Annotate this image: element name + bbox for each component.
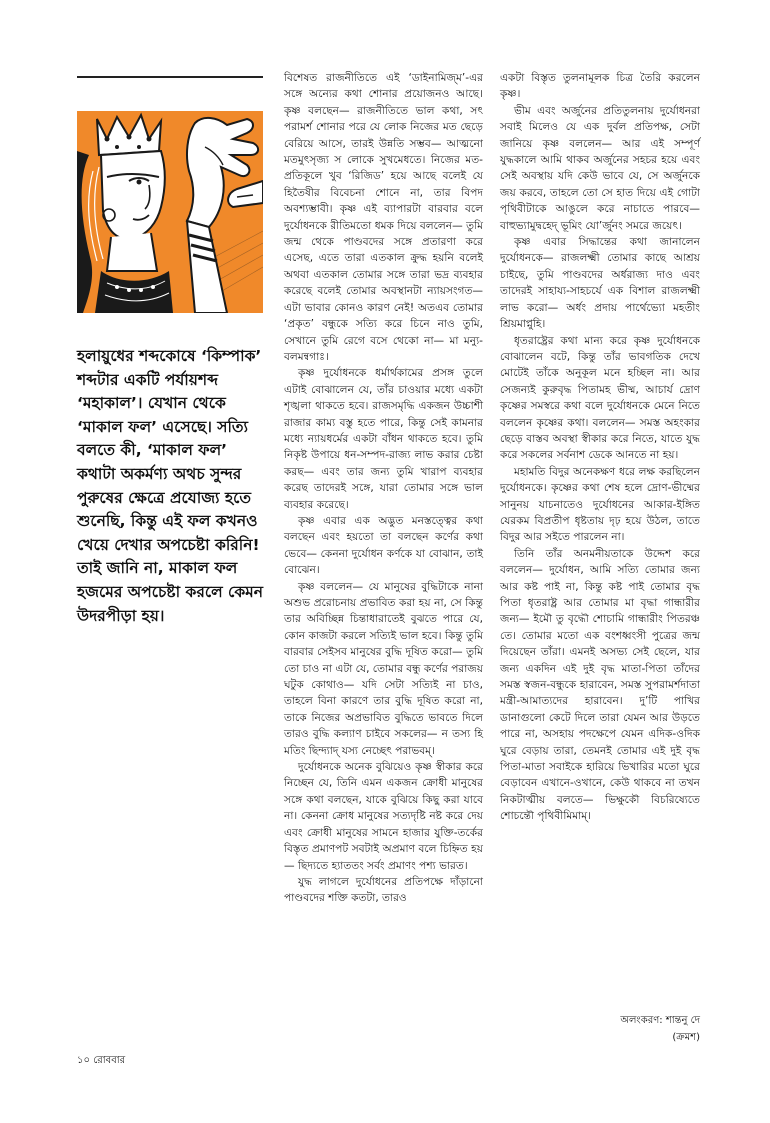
paragraph: বিশেষত রাজনীতিতে এই ‘ডাইনামিজ্‌ম’-এর সঙ্গে অন্যের কথা শোনার প্রয়োজনও আছে। কৃষ্ণ বলছেন— রাজনীতিতে ভাল কথা, সৎ পরামর্শ শোনার পরে যে লোক নিজের মত ছেড়ে বেরিয়ে আসে, তারই উন্নতি সম্ভব— আত্মনো মতমুৎসৃজ্য স লোকে সুখমেধতে। নিজের মত-প্রতিকূলে খুব ‘রিজিড’ হয়ে আছে বলেই যে হিতৈষীর বিবেচনা শোনে না, তার বিপদ অবশ্যম্ভাবী। কৃষ্ণ এই ব্যাপারটা বারবার বলে দুর্যোধনকে রীতিমতো ধমক দিয়ে বললেন— তুমি জন্ম থেকে পাণ্ডবদের সঙ্গে প্রতারণা করে এসেছ, এতে তারা এতকাল ক্রুদ্ধ হয়নি বলেই অথবা এতকাল তোমার সঙ্গে তারা ভদ্র ব্যবহার করেছে বলেই তোমার অবস্থানটা ন্যায়সংগত— এটা ভাবার কোনও কারণ নেই! অতএব তোমার ‘প্রকৃত’ বন্ধুকে সত্যি করে চিনে নাও তুমি, সেখানে তুমি রেগে বসে থেকো না— মা মন্যু-বলমন্বগাঃ। xyxy=(284,72,483,363)
header-rule xyxy=(77,76,263,78)
illustrator-credit: অলংকরণ: শান্তনু দে xyxy=(620,1015,700,1026)
illustration-credit xyxy=(620,1012,700,1046)
paragraph: যুদ্ধ লাগলে দুর্যোধনের প্রতিপক্ষে দাঁড়ানো পাণ্ডবদের শক্তি কতটা, তারও xyxy=(284,875,483,905)
paragraph: একটা বিস্তৃত তুলনামূলক চিত্র তৈরি করলেন কৃষ্ণ। xyxy=(500,72,700,101)
paragraph: কৃষ্ণ বললেন— যে মানুষের বুদ্ধিটাকে নানা অশুভ প্ররোচনায় প্রভাবিত করা হয় না, সে কিন্তু তার অবিচ্ছিন্ন চিন্তাধারাতেই বুঝতে পারে যে, কোন কাজটা করলে সত্যিই ভাল হবে। কিন্তু তুমি বারবার সেইসব মানুষের বুদ্ধি দূষিত করো— তুমি তো চাও না এটা যে, তোমার বন্ধু কর্ণের পরাজয় ঘটুক কোথাও— যদি সেটা সত্যিই না চাও, তাহলে বিনা কারণে তার বুদ্ধি দূষিত করো না, তাকে নিজের অপ্রভাবিত বুদ্ধিতে ভাবতে দিলে তারও বুদ্ধি কল্যাণ চাইবে সকলের— ন তস্য হি মতিং ছিন্দ্যাদ্‌ যস্য নেচ্ছেৎ পরাভবম্‌। xyxy=(284,580,484,757)
section-name: রোববার xyxy=(93,1055,126,1066)
paragraph: কৃষ্ণ এবার এক অদ্ভুত মনস্তত্ত্বের কথা বলছেন এবং হয়তো তা বলছেন কর্ণের কথা ভেবে— কেননা দুর্যোধন কর্ণকে যা বোঝান, তাই বোঝেন। xyxy=(284,514,483,577)
page-footer xyxy=(77,1053,125,1070)
paragraph: তিনি তাঁর অনমনীয়তাকে উদ্দেশ করে বললেন— দুর্যোধন, আমি সত্যি তোমার জন্য আর কষ্ট পাই না, কিন্তু কষ্ট পাই তোমার বৃদ্ধ পিতা ধৃতরাষ্ট্র আর তোমার মা বৃদ্ধা গান্ধারীর জন্য— ইমৌ তু বৃদ্ধৌ শোচামি গান্ধারীং পিতরঞ্চ তে। তোমার মতো এক বংশধ্বংসী পুত্রের জন্ম দিয়েছেন তাঁরা। এমনই অসভ্য সেই ছেলে, যার জন্য একদিন এই দুই বৃদ্ধ মাতা-পিতা তাঁদের সমস্ত স্বজন-বন্ধুকে হারাবেন, সমস্ত সুপরামর্শদাতা মন্ত্রী-আমাত্যদের হারাবেন। দু’টি পাখির ডানাগুলো কেটে দিলে তারা যেমন আর উড়তে পারে না, অসহায় পদক্ষেপে যেমন এদিক-ওদিক ঘুরে বেড়ায় তারা, তেমনই তোমার এই দুই বৃদ্ধ পিতা-মাতা সবাইকে হারিয়ে ভিখারির মতো ঘুরে বেড়াবেন এখানে-ওখানে, কেউ থাকবে না তখন নিকটাত্মীয় বলতে— ভিক্ষুকৌ বিচরিষ্যেতে শোচন্তৌ পৃথিবীমিমাম্‌। xyxy=(500,547,700,823)
page-number: ১০ xyxy=(77,1055,90,1066)
pull-quote xyxy=(77,345,267,628)
article-column-2 xyxy=(284,70,483,1050)
paragraph: ধৃতরাষ্ট্রের কথা মান্য করে কৃষ্ণ দুর্যোধনকে বোঝালেন বটে, কিন্তু তাঁর ভাবগতিক দেখে মোটেই তাঁকে অনুকূল মনে হচ্ছিল না। আর সেজন্যই কুরুবৃদ্ধ পিতামহ ভীষ্ম, আচার্য দ্রোণ কৃষ্ণের সমস্বরে কথা বলে দুর্যোধনকে মেনে নিতে বললেন কৃষ্ণের কথা। বললেন— সমস্ত অহংকার ছেড়ে বাস্তব অবস্থা স্বীকার করে নিতে, যাতে যুদ্ধ করে সকলের সর্বনাশ ডেকে আনতে না হয়। xyxy=(500,334,700,462)
paragraph: কৃষ্ণ এবার সিদ্ধান্তের কথা জানালেন দুর্যোধনকে— রাজলক্ষ্মী তোমার কাছে আশ্রয় চাইছে, তুমি পাণ্ডবদের অর্ধরাজ্য দাও এবং তাদেরই সাহায্য-সাহচর্যে এক বিশাল রাজলক্ষ্মী লাভ করো— অর্ধং প্রদায় পার্থেভ্যো মহতীং শ্রিয়মাপ্নুহি। xyxy=(500,236,700,331)
king-with-crown-illustration xyxy=(77,111,263,313)
pull-quote-text: হলায়ুধের শব্দকোষে ‘কিম্পাক’ শব্দটার একটি পর্যায়শব্দ ‘মহাকাল’। যেখান থেকে ‘মাকাল ফল’ এসেছে। সত্যি বলতে কী, ‘মাকাল ফল’ কথাটা অকর্মণ্য অথচ সুন্দর পুরুষের ক্ষেত্রে প্রযোজ্য হতে শুনেছি, কিন্তু এই ফল কখনও খেয়ে দেখার অপচেষ্টা করিনি! তাই জানি না, মাকাল ফল হজমের অপচেষ্টা করলে কেমন উদরপীড়া হয়। xyxy=(77,347,264,625)
paragraph: কৃষ্ণ দুর্যোধনকে ধর্মার্থকামের প্রসঙ্গ তুলে এটাই বোঝালেন যে, তাঁর চাওয়ার মধ্যে একটা শৃঙ্খলা থাকতে হবে। রাজসমৃদ্ধি একজন উচ্চাশী রাজার কাম্য বস্তু হতে পারে, কিন্তু সেই কামনার মধ্যে ন্যায়ধর্মের একটা বাঁধন থাকতে হবে। তুমি নিকৃষ্ট উপায়ে ধন-সম্পদ-রাজ্য লাভ করার চেষ্টা করছ— এবং তার জন্য তুমি খারাপ ব্যবহার করেছ তাদেরই সঙ্গে, যারা তোমার সঙ্গে ভাল ব্যবহার করেছে। xyxy=(284,367,483,511)
paragraph: দুর্যোধনকে অনেক বুঝিয়েও কৃষ্ণ স্বীকার করে নিচ্ছেন যে, তিনি এমন একজন ক্রোধী মানুষের সঙ্গে কথা বলছেন, যাকে বুঝিয়ে কিছু করা যাবে না। কেননা ক্রোধ মানুষের সত্যদৃষ্টি নষ্ট করে দেয় এবং ক্রোধী মানুষের সামনে হাজার যুক্তি-তর্কের বিস্তৃত প্রমাণপট সবটাই অপ্রমাণ বলে চিহ্নিত হয়— ছিদ্যতে হ্যাততং সর্বং প্রমাণং পশ্য ভারত। xyxy=(284,761,483,872)
paragraph: ভীম এবং অর্জুনের প্রতিতুলনায় দুর্যোধনরা সবাই মিলেও যে এক দুর্বল প্রতিপক্ষ, সেটা জানিয়ে কৃষ্ণ বললেন— আর এই সম্পূর্ণ যুদ্ধকালে আমি থাকব অর্জুনের সহচর হয়ে এবং সেই অবস্থায় যদি কেউ ভাবে যে, সে অর্জুনকে জয় করবে, তাহলে তো সে হাত দিয়ে এই গোটা পৃথিবীটাকে আঙুলে করে নাচাতে পারবে— বাহুভ্যামুদ্বহেদ্‌ ভূমিং যো’র্জুনং সমরে জয়েৎ। xyxy=(500,104,700,232)
paragraph: মহামতি বিদুর অনেকক্ষণ ধরে লক্ষ করছিলেন দুর্যোধনকে। কৃষ্ণের কথা শেষ হলে দ্রোণ-ভীষ্মের সানুনয় যাচনাতেও দুর্যোধনের আকার-ইঙ্গিত যেরকম বিপ্রতীপ ধৃষ্টতায় দৃঢ় হয়ে উঠল, তাতে বিদুর আর সইতে পারলেন না। xyxy=(500,465,700,544)
continued-note: (ক্রমশ) xyxy=(672,1032,700,1043)
article-column-3 xyxy=(500,70,700,970)
